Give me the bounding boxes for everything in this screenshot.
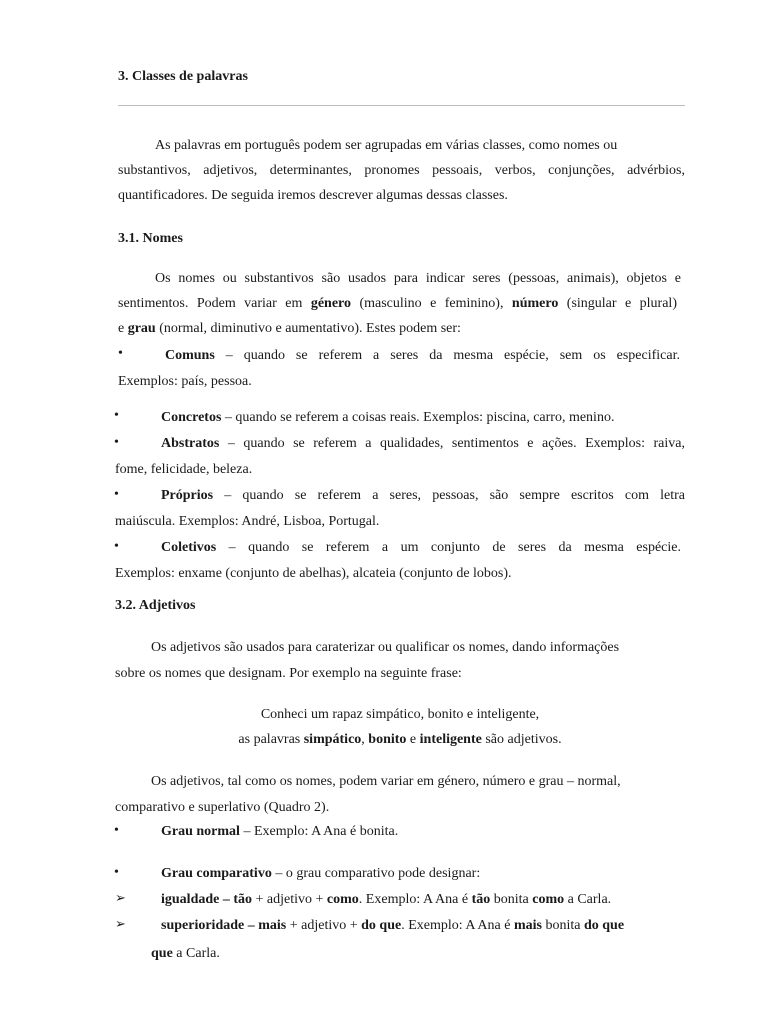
section-heading-adjetivos: 3.2. Adjetivos <box>115 598 196 613</box>
bullet-icon: • <box>114 435 119 450</box>
list-item-coletivos-line1: Coletivos – quando se referem a um conjunto de seres da mesma espécie. <box>161 540 681 555</box>
adjetivos-p2-line2: comparativo e superlativo (Quadro 2). <box>115 800 330 815</box>
intro-line-3: quantificadores. De seguida iremos descrever algumas dessas classes. <box>118 188 508 203</box>
bullet-icon: • <box>118 346 123 361</box>
adjetivos-p1-line2: sobre os nomes que designam. Por exemplo na seguinte frase: <box>115 666 462 681</box>
list-item-grau-normal: Grau normal – Exemplo: A Ana é bonita. <box>161 824 399 839</box>
list-item-proprios-line1: Próprios – quando se referem a seres, pessoas, são sempre escritos com letra <box>161 488 685 503</box>
list-item-comuns-line1: Comuns – quando se referem a seres da mesma espécie, sem os especificar. <box>165 348 680 363</box>
bullet-icon: • <box>114 865 119 880</box>
bullet-icon: • <box>114 539 119 554</box>
list-item-abstratos-line1: Abstratos – quando se referem a qualidades, sentimentos e ações. Exemplos: raiva, <box>161 436 685 451</box>
nomes-line-2: sentimentos. Podem variar em género (masculino e feminino), número (singular e plural) <box>118 296 677 311</box>
intro-line-1: As palavras em português podem ser agrupadas em várias classes, como nomes ou <box>155 138 618 153</box>
adjetivos-p2-line1: Os adjetivos, tal como os nomes, podem variar em género, número e grau – normal, <box>151 774 621 789</box>
page-title: 3. Classes de palavras <box>118 69 248 84</box>
bullet-icon: • <box>114 487 119 502</box>
example-sentence: Conheci um rapaz simpático, bonito e inteligente, <box>260 707 540 722</box>
list-item-comuns-line2: Exemplos: país, pessoa. <box>118 374 252 389</box>
list-item-coletivos-line2: Exemplos: enxame (conjunto de abelhas), alcateia (conjunto de lobos). <box>115 566 512 581</box>
list-item-superioridade-line1: superioridade – mais + adjetivo + do que. Exemplo: A Ana é mais bonita do que <box>161 918 625 933</box>
nomes-line-3: e grau (normal, diminutivo e aumentativo). Estes podem ser: <box>118 321 461 336</box>
bullet-icon: • <box>114 408 119 423</box>
list-item-igualdade: igualdade – tão + adjetivo + como. Exemplo: A Ana é tão bonita como a Carla. <box>161 892 612 907</box>
arrow-bullet-icon: ➢ <box>115 916 126 931</box>
bullet-icon: • <box>114 823 119 838</box>
list-item-concretos: Concretos – quando se referem a coisas reais. Exemplos: piscina, carro, menino. <box>161 410 615 425</box>
example-explanation: as palavras simpático, bonito e inteligente são adjetivos. <box>238 732 562 747</box>
arrow-bullet-icon: ➢ <box>115 890 126 905</box>
divider <box>118 105 685 106</box>
list-item-superioridade-line2: que a Carla. <box>151 946 220 961</box>
section-heading-nomes: 3.1. Nomes <box>118 231 183 246</box>
list-item-proprios-line2: maiúscula. Exemplos: André, Lisboa, Portugal. <box>115 514 380 529</box>
list-item-abstratos-line2: fome, felicidade, beleza. <box>115 462 253 477</box>
nomes-line-1: Os nomes ou substantivos são usados para indicar seres (pessoas, animais), objetos e <box>155 271 681 286</box>
adjetivos-p1-line1: Os adjetivos são usados para caraterizar ou qualificar os nomes, dando informações <box>151 640 620 655</box>
list-item-grau-comparativo: Grau comparativo – o grau comparativo pode designar: <box>161 866 481 881</box>
intro-line-2: substantivos, adjetivos, determinantes, pronomes pessoais, verbos, conjunções, advérbios, <box>118 163 685 178</box>
